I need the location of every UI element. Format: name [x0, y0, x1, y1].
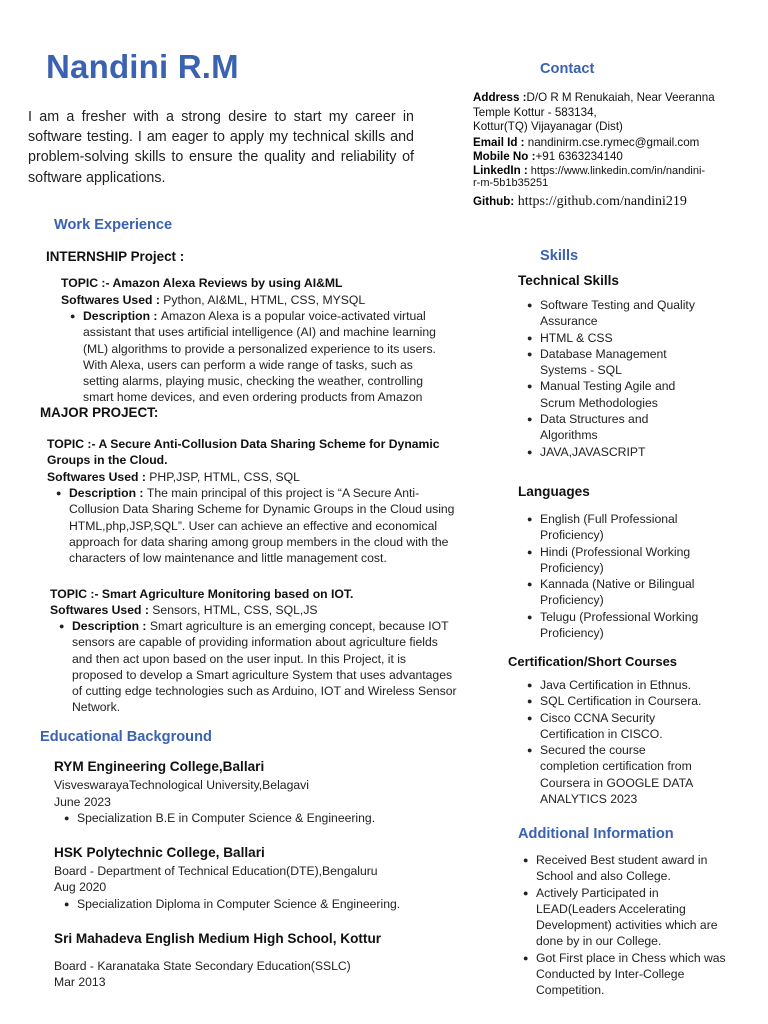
certification-text: Cisco CCNA Security [540, 710, 656, 725]
additional-text: Competition. [536, 983, 605, 998]
additional-item [523, 885, 764, 950]
bullet-icon: ● [523, 887, 529, 898]
certification-text: Secured the course [540, 743, 646, 758]
certification-text: Java Certification in Ethnus. [540, 678, 692, 692]
education-spec-list [64, 896, 477, 912]
bullet-icon: ● [527, 300, 533, 310]
additional-text: Actively Participated in [536, 885, 659, 900]
intern-desc-line: setting alarms, playing music, checking the weather, controlling [83, 374, 424, 389]
skill-item [527, 378, 760, 411]
language-text: Proficiency) [540, 626, 604, 641]
skill-text: Scrum Methodologies [540, 395, 658, 410]
linkedin-label: LinkedIn : [473, 163, 528, 177]
major1-desc-line: The main principal of this project is “A Secure Anti- [146, 486, 420, 500]
additional-text: Got First place in Chess which was [536, 950, 726, 965]
major1-desc-line: characters of low maintenance and little management cost. [69, 551, 387, 566]
skill-text: Algorithms [540, 428, 598, 443]
education-school: Sri Mahadeva English Medium High School, Kottur [54, 931, 382, 946]
intern-description [70, 308, 463, 406]
skill-text: JAVA,JAVASCRIPT [540, 444, 646, 459]
skill-text: Systems - SQL [540, 363, 622, 378]
additional-info-list [523, 852, 764, 999]
mobile-line [473, 150, 763, 165]
email-label: Email Id : [473, 135, 525, 149]
language-item [527, 576, 760, 609]
bullet-icon: ● [59, 621, 65, 631]
email-link[interactable]: nandinirm.cse.rymec@gmail.com [524, 135, 700, 149]
major2-description [59, 618, 497, 716]
intern-softwares [61, 292, 365, 308]
certification-heading: Certification/Short Courses [508, 654, 678, 669]
skill-item [527, 330, 760, 346]
language-item [527, 609, 760, 642]
major1-topic-line: Groups in the Cloud. [47, 453, 168, 468]
major2-desc-line: sensors are capable of providing information about agriculture fields [72, 635, 438, 650]
bullet-icon: ● [527, 712, 533, 723]
address-line [473, 91, 763, 106]
major2-topic: TOPIC :- Smart Agriculture Monitoring based on IOT. [50, 587, 354, 601]
skill-text: Assurance [540, 314, 598, 329]
certification-text: Coursera in GOOGLE DATA [540, 775, 694, 790]
technical-skills-list [527, 297, 760, 460]
technical-skills-heading: Technical Skills [518, 273, 619, 288]
major2-softwares [50, 602, 318, 618]
skill-item [527, 411, 760, 444]
language-text: English (Full Professional [540, 512, 678, 526]
major1-sw-label: Softwares Used : [47, 470, 150, 484]
intern-desc-label: Description : [83, 309, 161, 323]
additional-text: School and also College. [536, 869, 671, 884]
intern-desc-line: smart home devices, and even ordering products from Amazon [83, 390, 423, 405]
additional-text: Development) activities which are [536, 918, 718, 933]
certification-text: SQL Certification in Coursera. [540, 694, 702, 709]
github-link[interactable]: https://github.com/nandini219 [514, 193, 687, 209]
certification-text: completion certification from [540, 759, 692, 774]
summary-text: I am a fresher with a strong desire to start my career in software testing. I am eager to apply my technical skills and problem-solving skills to ensure the quality and reliability of software applications. [28, 109, 414, 186]
bullet-icon: ● [56, 488, 62, 498]
bullet-icon: ● [527, 414, 533, 425]
major1-topic-line: TOPIC :- A Secure Anti-Collusion Data Sharing Scheme for Dynamic [47, 437, 440, 451]
language-text: Proficiency) [540, 560, 604, 575]
bullet-icon: ● [523, 952, 529, 963]
language-text: Hindi (Professional Working [540, 544, 691, 559]
additional-text: done by in our College. [536, 934, 662, 949]
certification-item [527, 742, 760, 807]
additional-text: Conducted by Inter-College [536, 967, 685, 982]
education-spec-list [64, 810, 477, 826]
major1-description [56, 485, 484, 566]
intern-desc-line: (ML) algorithms to provide a personalized experience to its users. [83, 341, 436, 356]
education-school: HSK Polytechnic College, Ballari [54, 845, 265, 860]
major1-description-list [56, 485, 484, 566]
contact-block [473, 91, 763, 210]
intern-sw-label: Softwares Used : [61, 293, 164, 307]
skill-text: HTML & CSS [540, 330, 613, 345]
bullet-icon: ● [70, 311, 76, 321]
major-project-title: MAJOR PROJECT: [40, 405, 159, 420]
certification-list [527, 677, 760, 807]
education-date: June 2023 [54, 795, 111, 809]
work-experience-heading: Work Experience [54, 217, 173, 233]
language-text: Kannada (Native or Bilingual [540, 577, 695, 592]
education-spec-text: Specialization Diploma in Computer Science & Engineering. [77, 897, 401, 911]
language-text: Telugu (Professional Working [540, 609, 699, 624]
intern-desc-line: Amazon Alexa is a popular voice-activated virtual [160, 309, 426, 323]
additional-text: LEAD(Leaders Accelerating [536, 901, 686, 916]
additional-item [523, 852, 764, 885]
major2-sw-label: Softwares Used : [50, 603, 153, 617]
certification-item [527, 677, 760, 693]
bullet-icon: ● [527, 446, 533, 457]
internship-title: INTERNSHIP Project : [46, 249, 185, 264]
education-heading: Educational Background [40, 729, 212, 745]
additional-text: Received Best student award in [536, 853, 708, 867]
education-spec-text: Specialization B.E in Computer Science & Engineering. [77, 811, 376, 825]
major2-desc-label: Description : [72, 619, 150, 633]
bullet-icon: ● [527, 680, 533, 690]
bullet-icon: ● [64, 813, 70, 823]
language-text: Proficiency) [540, 593, 604, 608]
certification-item [527, 693, 760, 709]
linkedin-link[interactable]: https://www.linkedin.com/in/nandini- [527, 164, 706, 177]
skill-text: Database Management [540, 346, 667, 361]
education-date: Mar 2013 [54, 975, 106, 989]
major2-sw-value: Sensors, HTML, CSS, SQL,JS [152, 603, 318, 617]
major1-softwares [47, 469, 300, 485]
certification-text: Certification in CISCO. [540, 726, 663, 741]
education-spec [64, 896, 477, 912]
intern-topic: TOPIC :- Amazon Alexa Reviews by using AI&ML [61, 276, 343, 290]
bullet-icon: ● [527, 745, 533, 756]
address-line: Temple Kottur - 583134, [473, 105, 597, 119]
github-line [473, 195, 763, 210]
languages-list [527, 511, 760, 641]
major2-desc-line: of cutting edge technologies such as Arduino, IOT and Wireless Sensor [72, 684, 457, 699]
bullet-icon: ● [527, 348, 533, 359]
certification-item [527, 710, 760, 743]
certification-text: ANALYTICS 2023 [540, 792, 638, 807]
mobile-label: Mobile No : [473, 150, 536, 164]
address-value: D/O R M Renukaiah, Near Veeranna [526, 91, 715, 104]
contact-heading: Contact [540, 61, 595, 77]
intern-desc-line: assistant that uses artificial intelligence (AI) and machine learning [83, 325, 436, 340]
intern-sw-value: Python, AI&ML, HTML, CSS, MYSQL [163, 293, 366, 307]
skill-item [527, 444, 760, 460]
major2-desc-line: Smart agriculture is an emerging concept, because IOT [149, 619, 449, 633]
bullet-icon: ● [527, 332, 533, 343]
language-item [527, 544, 760, 577]
intern-description-list [70, 308, 463, 406]
bullet-icon: ● [64, 899, 70, 909]
major2-desc-line: proposed to develop a Smart agriculture System that uses advantages [72, 667, 453, 682]
mobile-value: +91 6363234140 [535, 150, 623, 164]
education-school: RYM Engineering College,Ballari [54, 759, 265, 774]
bullet-icon: ● [527, 546, 533, 557]
education-board: Board - Department of Technical Education(DTE),Bengaluru [54, 864, 378, 878]
bullet-icon: ● [527, 579, 533, 590]
skill-item [527, 346, 760, 379]
education-date: Aug 2020 [54, 880, 107, 894]
resume-name: Nandini R.M [46, 48, 239, 85]
major2-desc-line: Network. [72, 700, 121, 715]
education-board: VisveswarayaTechnological University,Belagavi [54, 778, 309, 792]
additional-info-heading: Additional Information [518, 826, 674, 842]
bullet-icon: ● [527, 696, 533, 707]
major2-description-list [59, 618, 497, 716]
major1-desc-line: approach for data sharing among group members in the cloud with the [69, 534, 449, 549]
bullet-icon: ● [523, 855, 529, 865]
major1-desc-line: HTML,php,JSP,SQL”. User can achieve an effective and economical [69, 518, 438, 533]
major1-desc-label: Description : [69, 486, 147, 500]
github-label: Github: [473, 194, 515, 208]
intern-desc-line: With Alexa, users can perform a wide range of tasks, such as [83, 357, 413, 372]
linkedin-link[interactable]: r-m-5b1b35251 [473, 177, 549, 190]
additional-item [523, 950, 764, 999]
address-label: Address : [473, 91, 527, 104]
bullet-icon: ● [527, 514, 533, 524]
skill-text: Manual Testing Agile and [540, 379, 676, 394]
major1-desc-line: Collusion Data Sharing Scheme for Dynamic Groups in the Cloud using [69, 502, 455, 517]
address-line: Kottur(TQ) Vijayanagar (Dist) [473, 120, 623, 134]
education-board: Board - Karanataka State Secondary Education(SSLC) [54, 959, 351, 973]
bullet-icon: ● [527, 381, 533, 392]
major1-sw-value: PHP,JSP, HTML, CSS, SQL [149, 470, 300, 484]
skill-item [527, 297, 760, 330]
major2-desc-line: and then act upon based on the user input. In this Project, it is [72, 651, 407, 666]
bullet-icon: ● [527, 611, 533, 622]
skills-heading: Skills [540, 248, 579, 264]
language-text: Proficiency) [540, 528, 604, 543]
email-line [473, 136, 763, 151]
education-spec [64, 810, 477, 826]
major1-topic [47, 436, 440, 469]
languages-heading: Languages [518, 484, 590, 499]
skill-text: Software Testing and Quality [540, 298, 695, 312]
language-item [527, 511, 760, 544]
skill-text: Data Structures and [540, 412, 649, 427]
linkedin-line [473, 165, 763, 190]
